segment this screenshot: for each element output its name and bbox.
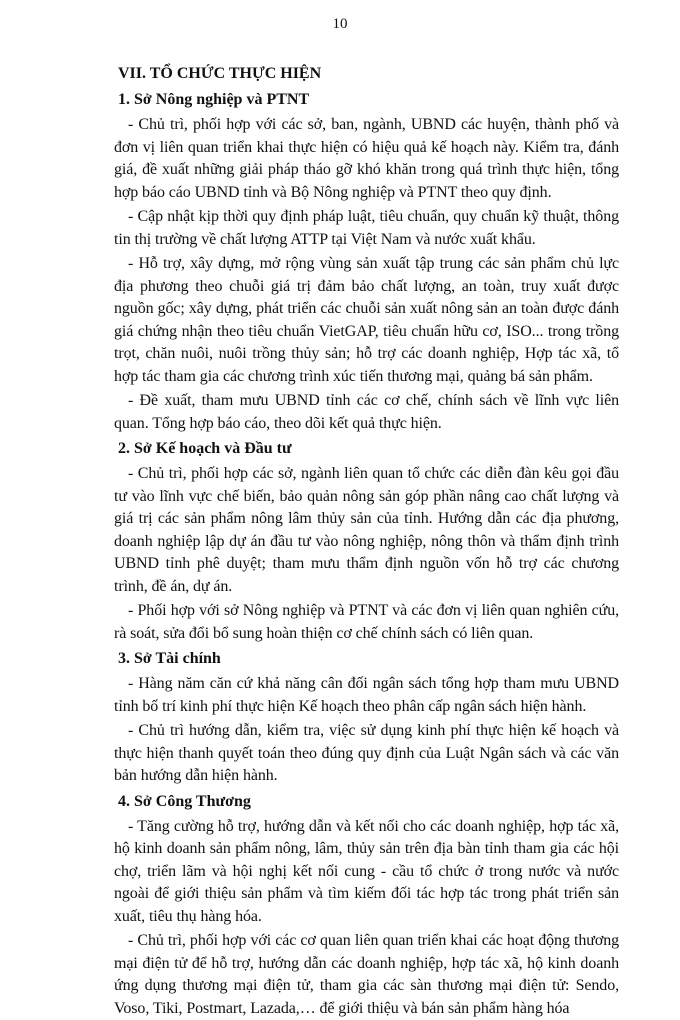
paragraph: - Tăng cường hỗ trợ, hướng dẫn và kết nối cho các doanh nghiệp, hợp tác xã, hộ kinh doanh sản phẩm nông, lâm, thủy sản trên địa bàn tỉnh tham gia các hội chợ, triển lãm và hội nghị kết nối cung - cầu tổ chức ở trong nước và nước ngoài để giới thiệu sản phẩm và tìm kiếm đối tác hợp tác trong phát triển sản xuất, tiêu thụ hàng hóa. [114,817,619,925]
paragraph: - Đề xuất, tham mưu UBND tỉnh các cơ chế, chính sách về lĩnh vực liên quan. Tổng hợp báo cáo, theo dõi kết quả thực hiện. [114,392,619,432]
page-content [114,62,619,1020]
paragraph: - Hỗ trợ, xây dựng, mở rộng vùng sản xuất tập trung các sản phẩm chủ lực địa phương theo chuỗi giá trị đảm bảo chất lượng, an toàn, truy xuất được nguồn gốc; xây dựng, phát triển các chuỗi sản xuất nông sản an toàn được đánh giá chứng nhận theo tiêu chuẩn VietGAP, tiêu chuẩn hữu cơ, ISO... trong trồng trọt, chăn nuôi, nuôi trồng thủy sản; hỗ trợ các doanh nghiệp, Hợp tác xã, tổ hợp tác tham gia các chương trình xúc tiến thương mại, quảng bá sản phẩm. [114,255,619,385]
section-title: VII. TỔ CHỨC THỰC HIỆN [118,65,322,82]
subsection-title: 1. Sở Nông nghiệp và PTNT [118,91,310,108]
paragraph: - Chủ trì, phối hợp các sở, ngành liên quan tổ chức các diễn đàn kêu gọi đầu tư vào lĩnh vực chế biến, bảo quản nông sản góp phần nâng cao chất lượng và giá trị các sản phẩm nông lâm thủy sản của tỉnh. Hướng dẫn các địa phương, doanh nghiệp lập dự án đầu tư vào nông nghiệp, nông thôn và thẩm định trình UBND tỉnh phê duyệt; tham mưu thẩm định nguồn vốn hỗ trợ các chương trình, đề án, dự án. [114,465,619,595]
subsection-title: 4. Sở Công Thương [118,792,251,810]
paragraph: - Cập nhật kịp thời quy định pháp luật, tiêu chuẩn, quy chuẩn kỹ thuật, thông tin thị trường về chất lượng ATTP tại Việt Nam và nước xuất khẩu. [114,208,619,248]
paragraph: - Chủ trì, phối hợp với các sở, ban, ngành, UBND các huyện, thành phố và đơn vị liên quan triển khai thực hiện có hiệu quả kế hoạch này. Kiểm tra, đánh giá, đề xuất những giải pháp tháo gỡ khó khăn trong quá trình thực hiện, tổng hợp báo cáo UBND tỉnh và Bộ Nông nghiệp và PTNT theo quy định. [114,116,619,201]
paragraph: - Hàng năm căn cứ khả năng cân đối ngân sách tổng hợp tham mưu UBND tỉnh bố trí kinh phí thực hiện Kế hoạch theo phân cấp ngân sách hiện hành. [114,675,619,715]
paragraph: - Phối hợp với sở Nông nghiệp và PTNT và các đơn vị liên quan nghiên cứu, rà soát, sửa đổi bổ sung hoàn thiện cơ chế chính sách có liên quan. [114,602,619,642]
page-number: 10 [332,16,348,32]
paragraph: - Chủ trì, phối hợp với các cơ quan liên quan triển khai các hoạt động thương mại điện tử để hỗ trợ, hướng dẫn các doanh nghiệp, hợp tác xã, hộ kinh doanh ứng dụng thương mại điện tử, tham gia các sàn thương mại điện tử: Sendo, Voso, Tiki, Postmart, Lazada,… để giới thiệu và bán sản phẩm hàng hóa [114,932,619,1017]
paragraph: - Chủ trì hướng dẫn, kiểm tra, việc sử dụng kinh phí thực hiện kế hoạch và thực hiện thanh quyết toán theo đúng quy định của Luật Ngân sách và các văn bản hướng dẫn hiện hành. [114,722,619,784]
subsection-title: 2. Sở Kế hoạch và Đầu tư [118,440,292,457]
subsection-title: 3. Sở Tài chính [118,650,221,667]
